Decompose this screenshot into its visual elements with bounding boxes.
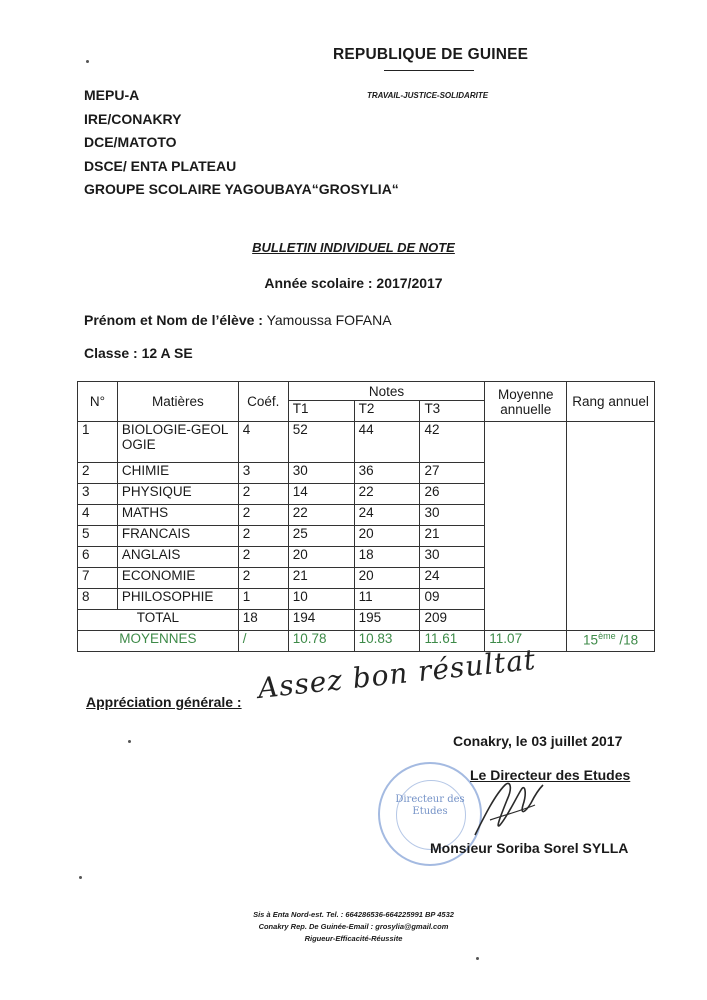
dot-mark xyxy=(86,60,89,63)
class-line: Classe : 12 A SE xyxy=(84,345,193,361)
row-subject: MATHS xyxy=(117,505,238,526)
row-t2: 36 xyxy=(354,463,420,484)
row-t3: 27 xyxy=(420,463,485,484)
national-motto: TRAVAIL-JUSTICE-SOLIDARITE xyxy=(367,91,489,100)
row-subject: FRANCAIS xyxy=(117,526,238,547)
row-t2: 11 xyxy=(354,589,420,610)
col-header-notes: Notes xyxy=(288,382,485,401)
administrative-header xyxy=(84,84,399,202)
row-coef: 2 xyxy=(238,568,288,589)
col-header-t2: T2 xyxy=(354,401,420,422)
row-num: 4 xyxy=(78,505,118,526)
table-row xyxy=(78,422,655,463)
row-num: 6 xyxy=(78,547,118,568)
row-t3: 26 xyxy=(420,484,485,505)
row-subject: ECONOMIE xyxy=(117,568,238,589)
total-t2: 195 xyxy=(354,610,420,631)
total-coef: 18 xyxy=(238,610,288,631)
director-name: Monsieur Soriba Sorel SYLLA xyxy=(430,840,629,856)
republic-underline xyxy=(384,70,474,71)
row-num: 8 xyxy=(78,589,118,610)
row-t1: 14 xyxy=(288,484,354,505)
row-subject: PHYSIQUE xyxy=(117,484,238,505)
row-t1: 20 xyxy=(288,547,354,568)
rank-number: 15 xyxy=(583,632,599,648)
row-t2: 24 xyxy=(354,505,420,526)
col-header-coef: Coéf. xyxy=(238,382,288,422)
rank-suffix: ème xyxy=(598,631,616,641)
row-t1: 21 xyxy=(288,568,354,589)
row-t1: 30 xyxy=(288,463,354,484)
stamp-text: Directeur des Etudes xyxy=(395,794,465,817)
school-year: Année scolaire : 2017/2017 xyxy=(264,275,443,291)
row-subject: ANGLAIS xyxy=(117,547,238,568)
row-coef: 2 xyxy=(238,484,288,505)
averages-t2: 10.83 xyxy=(354,631,420,652)
col-header-annual-rank: Rang annuel xyxy=(567,382,655,422)
row-coef: 2 xyxy=(238,526,288,547)
total-label: TOTAL xyxy=(78,610,239,631)
col-header-annual-avg: Moyenne annuelle xyxy=(485,382,567,422)
row-coef: 3 xyxy=(238,463,288,484)
rank-total: /18 xyxy=(615,632,639,648)
admin-line-dsce: DSCE/ ENTA PLATEAU xyxy=(84,157,237,174)
footer xyxy=(0,909,707,945)
row-t1: 25 xyxy=(288,526,354,547)
row-subject: BIOLOGIE-GEOLOGIE xyxy=(117,422,238,463)
student-label: Prénom et Nom de l’élève : xyxy=(84,312,263,328)
footer-motto: Rigueur-Efficacité-Réussite xyxy=(304,934,403,943)
admin-line-dce: DCE/MATOTO xyxy=(84,134,177,150)
row-t3: 09 xyxy=(420,589,485,610)
row-t2: 20 xyxy=(354,568,420,589)
dot-mark xyxy=(476,957,479,960)
student-line xyxy=(84,312,392,328)
row-coef: 4 xyxy=(238,422,288,463)
place-date: Conakry, le 03 juillet 2017 xyxy=(453,733,623,749)
table-header-row xyxy=(78,382,655,401)
row-coef: 2 xyxy=(238,547,288,568)
dot-mark xyxy=(128,740,131,743)
averages-row xyxy=(78,631,655,652)
col-header-t1: T1 xyxy=(288,401,354,422)
grades-table xyxy=(77,381,655,652)
row-t2: 20 xyxy=(354,526,420,547)
row-t3: 21 xyxy=(420,526,485,547)
document-title: BULLETIN INDIVIDUEL DE NOTE xyxy=(252,240,455,255)
dot-mark xyxy=(79,876,82,879)
annual-rank-empty-cell xyxy=(567,422,655,631)
row-num: 7 xyxy=(78,568,118,589)
row-num: 5 xyxy=(78,526,118,547)
total-t1: 194 xyxy=(288,610,354,631)
row-num: 3 xyxy=(78,484,118,505)
row-t1: 52 xyxy=(288,422,354,463)
director-title: Le Directeur des Etudes xyxy=(470,767,631,783)
averages-t3: 11.61 xyxy=(420,631,485,652)
admin-line-school: GROUPE SCOLAIRE YAGOUBAYA“GROSYLIA“ xyxy=(84,181,399,197)
averages-label: MOYENNES xyxy=(78,631,239,652)
row-t1: 22 xyxy=(288,505,354,526)
row-num: 2 xyxy=(78,463,118,484)
col-header-subjects: Matières xyxy=(117,382,238,422)
admin-line-ire: IRE/CONAKRY xyxy=(84,110,182,127)
row-t2: 18 xyxy=(354,547,420,568)
row-subject: PHILOSOPHIE xyxy=(117,589,238,610)
admin-line-ministry: MEPU-A xyxy=(84,87,140,103)
appreciation-label: Appréciation générale : xyxy=(86,694,242,710)
row-t3: 24 xyxy=(420,568,485,589)
averages-coef: / xyxy=(238,631,288,652)
averages-t1: 10.78 xyxy=(288,631,354,652)
student-name: Yamoussa FOFANA xyxy=(266,312,392,328)
row-t2: 22 xyxy=(354,484,420,505)
annual-avg-empty-cell xyxy=(485,422,567,631)
republic-title: REPUBLIQUE DE GUINEE xyxy=(333,46,529,63)
appreciation-handwritten: Assez bon résultat xyxy=(256,642,538,705)
footer-address: Sis à Enta Nord-est. Tel. : 664286536-664225991 BP 4532 xyxy=(253,910,454,919)
director-signature xyxy=(465,775,555,845)
annual-average: 11.07 xyxy=(485,631,567,652)
total-t3: 209 xyxy=(420,610,485,631)
annual-rank xyxy=(567,631,655,652)
row-t3: 30 xyxy=(420,547,485,568)
row-t1: 10 xyxy=(288,589,354,610)
row-t2: 44 xyxy=(354,422,420,463)
row-t3: 42 xyxy=(420,422,485,463)
row-coef: 2 xyxy=(238,505,288,526)
row-num: 1 xyxy=(78,422,118,463)
col-header-t3: T3 xyxy=(420,401,485,422)
col-header-num: N° xyxy=(78,382,118,422)
row-coef: 1 xyxy=(238,589,288,610)
row-t3: 30 xyxy=(420,505,485,526)
footer-contact: Conakry Rep. De Guinée-Email : grosylia@gmail.com xyxy=(258,922,449,931)
row-subject: CHIMIE xyxy=(117,463,238,484)
